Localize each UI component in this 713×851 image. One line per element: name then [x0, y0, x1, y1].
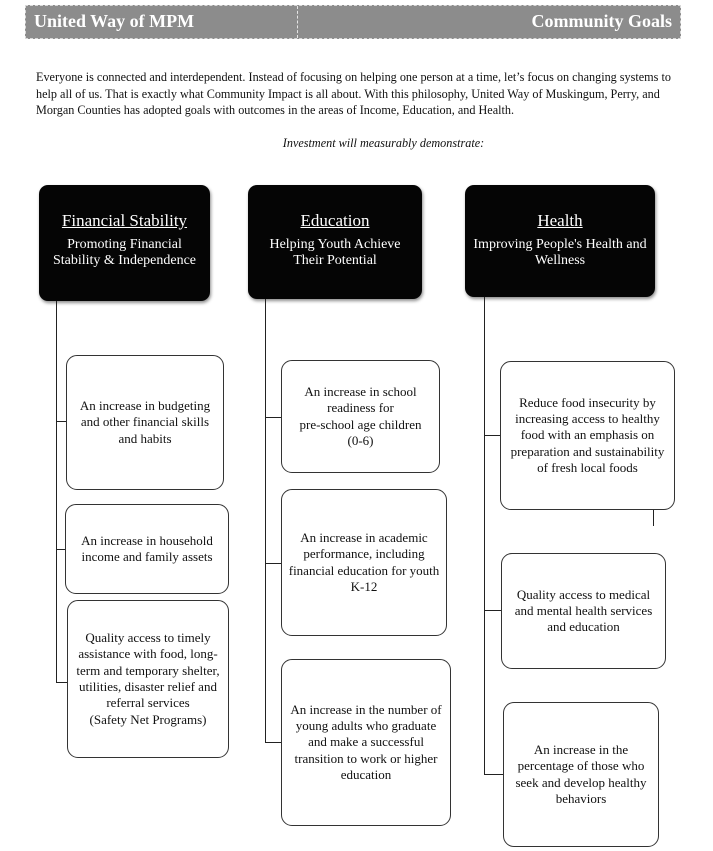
outcome-box: An increase in academic performance, including financial education for youth K-12	[281, 489, 447, 636]
header-divider	[297, 6, 298, 38]
goal-subtitle: Helping Youth Achieve Their Potential	[269, 237, 401, 268]
goal-title: Education	[300, 211, 370, 230]
outcome-box: An increase in school readiness for pre-school age children (0-6)	[281, 360, 440, 473]
goal-health	[465, 185, 655, 297]
connector-line	[265, 299, 266, 743]
goal-subtitle: Promoting Financial Stability & Independence	[52, 237, 197, 268]
header-bar	[25, 5, 681, 39]
goal-education	[248, 185, 422, 299]
outcome-box: Quality access to medical and mental health services and education	[501, 553, 666, 669]
goal-title: Health	[537, 211, 583, 230]
connector-line	[56, 549, 65, 550]
connector-line	[484, 297, 485, 775]
outcome-box: Reduce food insecurity by increasing access to healthy food with an emphasis on preparation and sustainability of fresh local foods	[500, 361, 675, 510]
org-title: United Way of MPM	[34, 11, 195, 31]
diagram-subtitle: Investment will measurably demonstrate:	[282, 136, 485, 150]
intro-paragraph: Everyone is connected and interdependent. Instead of focusing on helping one person at a time, let’s focus on changing systems to help all of us. That is exactly what Community Impact is all about. With this philosophy, United Way of Muskingum, Perry, and Morgan Counties has adopted goals with outcomes in the areas of Income, Education, and Health.	[36, 70, 671, 117]
connector-line	[56, 421, 66, 422]
connector-line	[56, 301, 57, 683]
page-title: Community Goals	[531, 11, 672, 31]
connector-line	[484, 610, 501, 611]
outcome-box: Quality access to timely assistance with food, long-term and temporary shelter, utilities, disaster relief and referral services (Safety Net Programs)	[67, 600, 229, 758]
connector-line	[265, 417, 281, 418]
connector-line	[484, 774, 503, 775]
outcome-box: An increase in household income and family assets	[65, 504, 229, 594]
connector-line	[56, 682, 67, 683]
connector-line	[265, 742, 281, 743]
connector-line	[265, 563, 281, 564]
outcome-box: An increase in the percentage of those who seek and develop healthy behaviors	[503, 702, 659, 847]
goal-financial-stability	[39, 185, 210, 301]
connector-line	[653, 510, 654, 526]
outcome-box: An increase in the number of young adults who graduate and make a successful transition to work or higher education	[281, 659, 451, 826]
goal-title: Financial Stability	[61, 211, 188, 230]
connector-line	[484, 435, 500, 436]
goal-subtitle: Improving People's Health and Wellness	[473, 237, 647, 268]
outcome-box: An increase in budgeting and other financial skills and habits	[66, 355, 224, 490]
